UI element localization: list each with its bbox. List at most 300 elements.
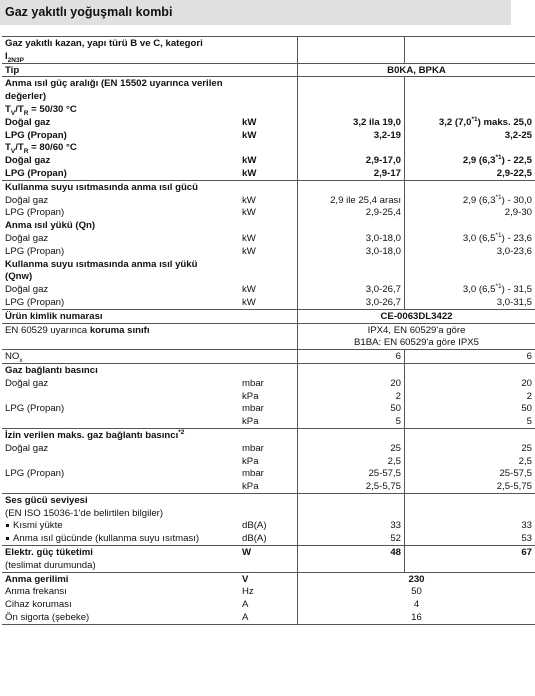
row-label-text: /T xyxy=(15,142,24,154)
table-row xyxy=(2,219,535,232)
row-unit: kW xyxy=(242,207,256,219)
table-row xyxy=(2,206,535,219)
row-unit xyxy=(239,219,298,232)
row-label-bold: koruma sınıfı xyxy=(89,324,150,336)
value-model-19 xyxy=(298,428,405,441)
value-model-25 xyxy=(405,258,535,271)
row-label xyxy=(2,309,239,323)
value-model-25 xyxy=(405,415,535,428)
value-text: 25-57,5 xyxy=(499,468,532,480)
row-label xyxy=(2,296,239,309)
value-model-25 xyxy=(405,296,535,309)
row-label xyxy=(2,270,239,283)
value-model-25 xyxy=(405,377,535,390)
row-label-text: Anma ısıl gücünde (kullanma suyu ısıtması) xyxy=(13,533,200,545)
table-row xyxy=(2,480,535,493)
table-row xyxy=(2,415,535,428)
row-unit: mbar xyxy=(242,403,264,415)
value-model-19 xyxy=(298,77,405,90)
value-text: 2,9-22,5 xyxy=(496,167,532,179)
table-row xyxy=(2,507,535,520)
row-label xyxy=(2,50,239,63)
table-row xyxy=(2,598,535,611)
value-model-19 xyxy=(298,270,405,283)
value-text: 50 xyxy=(521,403,532,415)
row-unit: kW xyxy=(242,167,257,179)
row-unit: mbar xyxy=(242,468,264,480)
value-text: 20 xyxy=(521,377,532,389)
value-both-models: IPX4, EN 60529'a göre xyxy=(298,323,535,336)
table-row xyxy=(2,77,535,90)
section-title: Gaz yakıtlı yoğuşmalı kombi xyxy=(5,5,173,19)
value-model-19: 2,5 xyxy=(298,455,405,468)
row-label xyxy=(2,507,239,520)
row-label xyxy=(2,245,239,258)
value-model-25 xyxy=(405,245,535,258)
value-model-19: 3,0-18,0 xyxy=(298,232,405,245)
row-label-text: T xyxy=(5,142,11,154)
value-model-25 xyxy=(405,77,535,90)
row-unit xyxy=(239,350,298,364)
row-label xyxy=(2,167,239,180)
row-label-text: LPG (Propan) xyxy=(5,207,65,219)
value-model-25 xyxy=(405,402,535,415)
value-text: 6 xyxy=(526,351,532,363)
row-unit: kW xyxy=(242,129,257,141)
value-text: 3,0 (6,5 xyxy=(462,232,496,244)
row-label-text: EN 60529 uyarınca xyxy=(5,324,90,336)
row-label-text: LPG (Propan) xyxy=(5,296,65,308)
value-model-19 xyxy=(298,258,405,271)
row-label-text: Elektr. güç tüketimi xyxy=(5,547,93,559)
table-row xyxy=(2,180,535,193)
value-model-25 xyxy=(405,390,535,403)
value-model-19 xyxy=(298,559,405,572)
value-text: 2,9 (6,3 xyxy=(462,194,496,206)
table-row xyxy=(2,532,535,545)
table-row xyxy=(2,296,535,309)
row-label xyxy=(2,390,239,403)
footnote-mark: *1 xyxy=(495,231,502,239)
value-text: 25 xyxy=(521,442,532,454)
row-label xyxy=(2,611,239,624)
table-row xyxy=(2,572,535,585)
value-model-19: 3,0-26,7 xyxy=(298,283,405,296)
table-row xyxy=(2,402,535,415)
footnote-mark: *1 xyxy=(495,153,502,161)
value-text: 33 xyxy=(521,520,532,532)
row-unit: dB(A) xyxy=(242,520,267,532)
spec-table-body xyxy=(2,37,535,625)
row-label xyxy=(2,90,239,103)
row-label xyxy=(2,63,239,77)
value-model-25 xyxy=(405,283,535,296)
value-text: 2,5-5,75 xyxy=(496,481,532,493)
value-text: 2,5 xyxy=(518,455,532,467)
row-unit xyxy=(239,270,298,283)
value-model-25 xyxy=(405,363,535,376)
row-label xyxy=(2,323,239,336)
value-model-25 xyxy=(405,206,535,219)
value-model-19: 3,2-19 xyxy=(298,129,405,142)
spec-table xyxy=(2,36,535,625)
row-label-text: LPG (Propan) xyxy=(5,245,65,257)
value-both-models: 16 xyxy=(298,611,535,624)
row-label xyxy=(2,519,239,532)
row-label xyxy=(2,129,239,142)
row-label-text: Tip xyxy=(5,64,20,76)
row-unit: kPa xyxy=(242,481,259,493)
row-label-text: (Qnw) xyxy=(5,271,33,283)
table-row xyxy=(2,129,535,142)
row-label-subscript: R xyxy=(23,109,29,117)
table-row xyxy=(2,50,535,63)
row-unit: mbar xyxy=(242,442,264,454)
row-unit: W xyxy=(239,546,298,559)
row-label xyxy=(2,598,239,611)
row-unit xyxy=(239,141,298,154)
row-label-text: = 80/60 °C xyxy=(28,142,77,154)
table-row xyxy=(2,141,535,154)
value-model-19: 3,0-26,7 xyxy=(298,296,405,309)
table-row xyxy=(2,390,535,403)
row-unit xyxy=(239,258,298,271)
row-unit: kW xyxy=(242,245,256,257)
row-label xyxy=(2,532,239,545)
row-unit xyxy=(239,363,298,376)
row-label-text: Kullanma suyu ısıtmasında anma ısıl yükü xyxy=(5,258,198,270)
row-label-text: T xyxy=(5,103,11,115)
value-model-19: 25 xyxy=(298,442,405,455)
row-label xyxy=(2,377,239,390)
row-label-text: Doğal gaz xyxy=(5,377,49,389)
table-row xyxy=(2,232,535,245)
row-label xyxy=(2,455,239,468)
row-label-text: Anma ısıl yükü (Qn) xyxy=(5,220,96,232)
bullet-icon xyxy=(6,524,9,527)
footnote-mark: *1 xyxy=(471,115,478,123)
row-label xyxy=(2,258,239,271)
row-label-text: Anma ısıl güç aralığı (EN 15502 uyarınca verilen xyxy=(5,78,223,90)
value-model-25 xyxy=(405,232,535,245)
value-model-19 xyxy=(298,141,405,154)
value-both-models: B0KA, BPKA xyxy=(298,63,535,77)
row-label xyxy=(2,206,239,219)
table-row xyxy=(2,493,535,506)
value-model-19: 33 xyxy=(298,519,405,532)
value-model-25 xyxy=(405,116,535,129)
table-row xyxy=(2,116,535,129)
table-row xyxy=(2,63,535,77)
row-label-text: Kısmi yükte xyxy=(13,520,63,532)
row-label-subscript: V xyxy=(10,109,16,117)
value-model-19: 2,5-5,75 xyxy=(298,480,405,493)
value-text: ) - 30,0 xyxy=(501,194,532,206)
row-label-text: Gaz yakıtlı kazan, yapı türü B ve C, kategori xyxy=(5,38,203,49)
row-label-text: LPG (Propan) xyxy=(5,167,67,179)
row-label-text: Ön sigorta (şebeke) xyxy=(5,612,90,624)
table-row xyxy=(2,559,535,572)
value-model-25 xyxy=(405,532,535,545)
row-label xyxy=(2,363,239,376)
value-model-19 xyxy=(298,363,405,376)
value-both-models: 230 xyxy=(298,572,535,585)
row-label xyxy=(2,480,239,493)
value-text: 3,2 (7,0 xyxy=(438,116,472,128)
row-unit: dB(A) xyxy=(242,533,267,545)
footnote-mark: *2 xyxy=(178,428,185,436)
value-model-25 xyxy=(405,270,535,283)
row-label xyxy=(2,402,239,415)
table-row xyxy=(2,442,535,455)
value-model-25 xyxy=(405,350,535,364)
row-label-text: Doğal gaz xyxy=(5,155,51,167)
value-model-19 xyxy=(298,103,405,116)
value-model-19: 52 xyxy=(298,532,405,545)
value-model-25 xyxy=(405,519,535,532)
table-row xyxy=(2,167,535,180)
value-model-25 xyxy=(405,546,535,559)
row-label xyxy=(2,336,239,349)
value-text: ) - 31,5 xyxy=(501,284,532,296)
value-text: 3,0-23,6 xyxy=(496,245,532,257)
row-label-text: = 50/30 °C xyxy=(28,103,77,115)
row-unit xyxy=(239,37,298,50)
value-model-25 xyxy=(405,129,535,142)
row-label-text: LPG (Propan) xyxy=(5,468,65,480)
row-label-text: I xyxy=(5,50,8,62)
row-label-text: /T xyxy=(15,103,24,115)
row-unit xyxy=(239,103,298,116)
value-model-19: 2,9-17,0 xyxy=(298,154,405,167)
row-unit: kW xyxy=(242,116,257,128)
row-unit: kPa xyxy=(242,390,259,402)
row-label-text: İzin verilen maks. gaz bağlantı basıncı xyxy=(5,429,179,441)
row-label xyxy=(2,442,239,455)
value-model-25 xyxy=(405,167,535,180)
value-model-19 xyxy=(298,219,405,232)
value-model-19: 48 xyxy=(298,546,405,559)
row-unit xyxy=(239,63,298,77)
row-label-text: Ürün kimlik numarası xyxy=(5,310,103,322)
value-model-25 xyxy=(405,180,535,193)
table-row xyxy=(2,283,535,296)
value-model-19: 6 xyxy=(298,350,405,364)
value-model-19: 20 xyxy=(298,377,405,390)
row-label-subscript: R xyxy=(23,148,29,156)
row-label xyxy=(2,467,239,480)
row-label xyxy=(2,180,239,193)
section-header xyxy=(0,0,511,25)
row-unit: Hz xyxy=(242,586,254,598)
row-label-text: Doğal gaz xyxy=(5,116,51,128)
value-text: ) maks. 25,0 xyxy=(477,116,532,128)
value-text: 3,2-25 xyxy=(504,129,532,141)
row-label xyxy=(2,141,239,154)
row-unit xyxy=(239,309,298,323)
value-text: ) - 23,6 xyxy=(501,232,532,244)
table-row xyxy=(2,154,535,167)
row-label xyxy=(2,350,239,364)
value-model-25 xyxy=(405,103,535,116)
value-text: 2 xyxy=(526,390,532,402)
row-unit: kW xyxy=(242,155,257,167)
row-label-text: (EN ISO 15036-1'de belirtilen bilgiler) xyxy=(5,507,164,519)
value-both-models: CE-0063DL3422 xyxy=(298,309,535,323)
value-text: ) - 22,5 xyxy=(501,155,532,167)
value-model-25 xyxy=(405,50,535,63)
value-model-25 xyxy=(405,559,535,572)
table-row xyxy=(2,546,535,559)
row-unit xyxy=(239,77,298,90)
table-row xyxy=(2,467,535,480)
row-label xyxy=(2,585,239,598)
value-model-25 xyxy=(405,442,535,455)
row-label-text: Doğal gaz xyxy=(5,194,49,206)
value-model-25 xyxy=(405,480,535,493)
footnote-mark: *1 xyxy=(495,193,502,201)
table-row xyxy=(2,611,535,624)
table-row xyxy=(2,103,535,116)
row-label-text: Doğal gaz xyxy=(5,284,49,296)
row-unit xyxy=(239,90,298,103)
value-model-19 xyxy=(298,90,405,103)
row-unit: A xyxy=(242,599,249,611)
value-model-25 xyxy=(405,493,535,506)
row-label-text: Doğal gaz xyxy=(5,232,49,244)
value-both-models: 4 xyxy=(298,598,535,611)
value-model-25 xyxy=(405,428,535,441)
row-label-text: Kullanma suyu ısıtmasında anma ısıl gücü xyxy=(5,181,198,193)
row-label-text: Doğal gaz xyxy=(5,442,49,454)
row-label xyxy=(2,77,239,90)
value-model-25 xyxy=(405,455,535,468)
table-row xyxy=(2,323,535,336)
table-row xyxy=(2,37,535,50)
row-label xyxy=(2,572,239,585)
footnote-mark: *1 xyxy=(495,282,502,290)
row-unit: kPa xyxy=(242,455,259,467)
table-row xyxy=(2,350,535,364)
value-model-19: 5 xyxy=(298,415,405,428)
row-label xyxy=(2,232,239,245)
value-model-25 xyxy=(405,154,535,167)
value-model-19: 2,9-25,4 xyxy=(298,206,405,219)
bullet-icon xyxy=(6,537,9,540)
table-row xyxy=(2,363,535,376)
row-label-text: NO xyxy=(5,351,20,363)
table-row xyxy=(2,270,535,283)
row-unit: kPa xyxy=(242,416,259,428)
row-unit: mbar xyxy=(242,377,264,389)
value-text: 3,0 (6,5 xyxy=(462,284,496,296)
value-text: 2,9 (6,3 xyxy=(462,155,496,167)
value-text: 3,0-31,5 xyxy=(496,296,532,308)
value-model-19: 2 xyxy=(298,390,405,403)
row-label xyxy=(2,154,239,167)
value-model-19 xyxy=(298,493,405,506)
row-label-subscript: x xyxy=(19,357,23,365)
table-row xyxy=(2,245,535,258)
row-unit xyxy=(239,428,298,441)
value-text: 53 xyxy=(521,533,532,545)
row-label xyxy=(2,546,239,559)
row-label xyxy=(2,493,239,506)
value-model-19: 2,9-17 xyxy=(298,167,405,180)
row-label-text: Ses gücü seviyesi xyxy=(5,494,88,506)
value-model-25 xyxy=(405,90,535,103)
table-row xyxy=(2,377,535,390)
table-row xyxy=(2,455,535,468)
value-model-25 xyxy=(405,467,535,480)
value-text: 2,9-30 xyxy=(504,207,532,219)
row-unit xyxy=(239,559,298,572)
row-label-text: değerler) xyxy=(5,91,47,103)
row-unit: kW xyxy=(242,296,256,308)
table-row xyxy=(2,194,535,207)
row-unit xyxy=(239,180,298,193)
table-row xyxy=(2,428,535,441)
row-unit xyxy=(239,323,298,336)
row-label-subscript: V xyxy=(10,148,16,156)
value-text: 5 xyxy=(526,416,532,428)
row-unit: kW xyxy=(242,232,256,244)
value-both-models: B1BA: EN 60529'a göre IPX5 xyxy=(298,336,535,349)
row-unit: kW xyxy=(242,194,256,206)
row-label-subscript: 2N3P xyxy=(7,56,24,64)
value-model-19: 3,2 ila 19,0 xyxy=(298,116,405,129)
row-label-text: (teslimat durumunda) xyxy=(5,559,96,571)
row-label xyxy=(2,283,239,296)
row-unit xyxy=(239,336,298,349)
row-label xyxy=(2,428,239,441)
table-row xyxy=(2,309,535,323)
row-label xyxy=(2,103,239,116)
row-label-text: LPG (Propan) xyxy=(5,403,65,415)
row-unit xyxy=(239,507,298,520)
row-unit xyxy=(239,493,298,506)
value-both-models: 50 xyxy=(298,585,535,598)
row-label-text: Anma frekansı xyxy=(5,586,67,598)
row-label-text: Gaz bağlantı basıncı xyxy=(5,364,98,376)
row-label-text: LPG (Propan) xyxy=(5,129,67,141)
row-label xyxy=(2,559,239,572)
row-label xyxy=(2,116,239,129)
row-label-text: Cihaz koruması xyxy=(5,599,72,611)
table-row xyxy=(2,585,535,598)
table-row xyxy=(2,336,535,349)
value-model-19 xyxy=(298,50,405,63)
value-model-25 xyxy=(405,507,535,520)
value-model-25 xyxy=(405,37,535,50)
value-model-19: 25-57,5 xyxy=(298,467,405,480)
value-model-19: 50 xyxy=(298,402,405,415)
row-label xyxy=(2,219,239,232)
value-model-25 xyxy=(405,194,535,207)
row-unit: V xyxy=(239,572,298,585)
value-model-19: 3,0-18,0 xyxy=(298,245,405,258)
value-model-25 xyxy=(405,141,535,154)
table-row xyxy=(2,90,535,103)
table-row xyxy=(2,519,535,532)
row-label xyxy=(2,194,239,207)
row-unit xyxy=(239,50,298,63)
table-row xyxy=(2,258,535,271)
row-label-text: Anma gerilimi xyxy=(5,573,69,585)
value-text: 67 xyxy=(521,547,532,559)
value-model-19 xyxy=(298,180,405,193)
value-model-25 xyxy=(405,219,535,232)
